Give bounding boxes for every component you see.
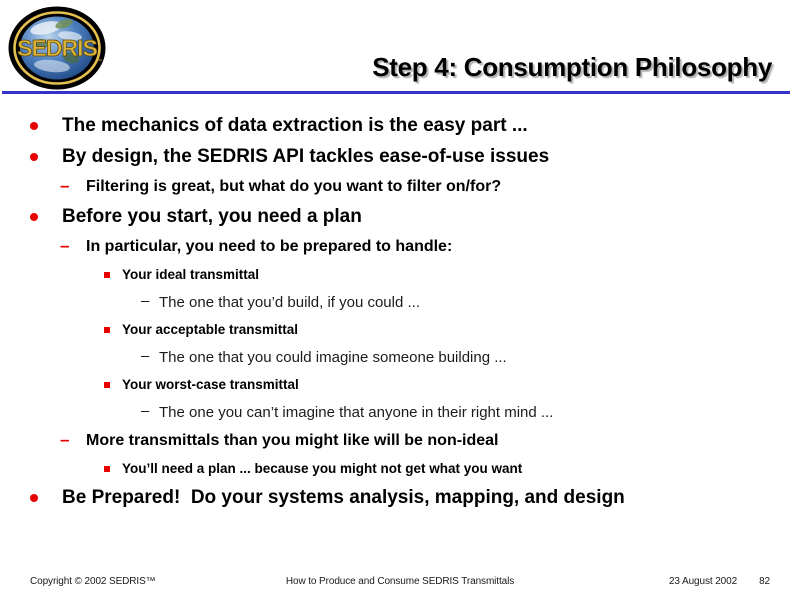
- list-item: [0, 201, 800, 232]
- bullet-dash-icon: –: [141, 347, 150, 365]
- list-item: [0, 482, 800, 513]
- list-item-text: The one that you could imagine someone building ...: [159, 348, 507, 366]
- bullet-dot-icon: [30, 153, 38, 161]
- bullet-dot-icon: [30, 494, 38, 502]
- list-item-text: By design, the SEDRIS API tackles ease-of-use issues: [62, 145, 550, 167]
- logo-wordmark: SEDRIS: [17, 35, 97, 61]
- list-item: [0, 371, 800, 398]
- list-item-text: Your acceptable transmittal: [122, 322, 299, 337]
- list-item: [0, 426, 800, 455]
- list-item: [0, 398, 800, 426]
- list-item-text: Before you start, you need a plan: [62, 205, 362, 227]
- bullet-dot-icon: [30, 122, 38, 130]
- bullet-square-icon: [104, 327, 110, 333]
- list-item: [0, 110, 800, 141]
- list-item: [0, 141, 800, 172]
- footer-page-number: 82: [759, 576, 770, 587]
- slide-body: [0, 110, 800, 513]
- logo-trademark: ™: [96, 59, 102, 65]
- list-item: [0, 261, 800, 288]
- list-item: [0, 172, 800, 201]
- list-item: [0, 288, 800, 316]
- list-item-text: The one that you’d build, if you could ...: [159, 293, 420, 311]
- list-item: [0, 232, 800, 261]
- bullet-dash-icon: –: [60, 175, 70, 195]
- list-item-text: More transmittals than you might like will be non-ideal: [86, 431, 499, 449]
- footer-copyright: Copyright © 2002 SEDRIS™: [30, 576, 156, 587]
- page-title: Step 4: Consumption Philosophy: [372, 52, 772, 82]
- list-item-text: Your ideal transmittal: [122, 267, 260, 282]
- bullet-dot-icon: [30, 213, 38, 221]
- list-item-text: Filtering is great, but what do you want to filter on/for?: [86, 177, 502, 195]
- bullet-dash-icon: –: [141, 402, 150, 420]
- bullet-square-icon: [104, 272, 110, 278]
- list-item-text: Your worst-case transmittal: [122, 377, 299, 392]
- sedris-logo: [8, 6, 106, 90]
- footer-document-title: How to Produce and Consume SEDRIS Transmittals: [285, 576, 515, 587]
- bullet-dash-icon: –: [60, 429, 70, 449]
- list-item-text: In particular, you need to be prepared to handle:: [86, 237, 453, 255]
- footer-date: 23 August 2002: [668, 576, 738, 587]
- header-divider-line: [2, 91, 790, 94]
- list-item-text: You’ll need a plan ... because you might not get what you want: [122, 461, 523, 476]
- footer-right: [669, 576, 770, 587]
- bullet-square-icon: [104, 466, 110, 472]
- bullet-dash-icon: –: [141, 292, 150, 310]
- list-item-text: Be Prepared! Do your systems analysis, mapping, and design: [62, 486, 625, 508]
- list-item: [0, 343, 800, 371]
- list-item: [0, 316, 800, 343]
- bullet-square-icon: [104, 382, 110, 388]
- list-item-text: The mechanics of data extraction is the easy part ...: [62, 114, 528, 136]
- list-item-text: The one you can’t imagine that anyone in their right mind ...: [159, 403, 554, 421]
- bullet-dash-icon: –: [60, 235, 70, 255]
- list-item: [0, 455, 800, 482]
